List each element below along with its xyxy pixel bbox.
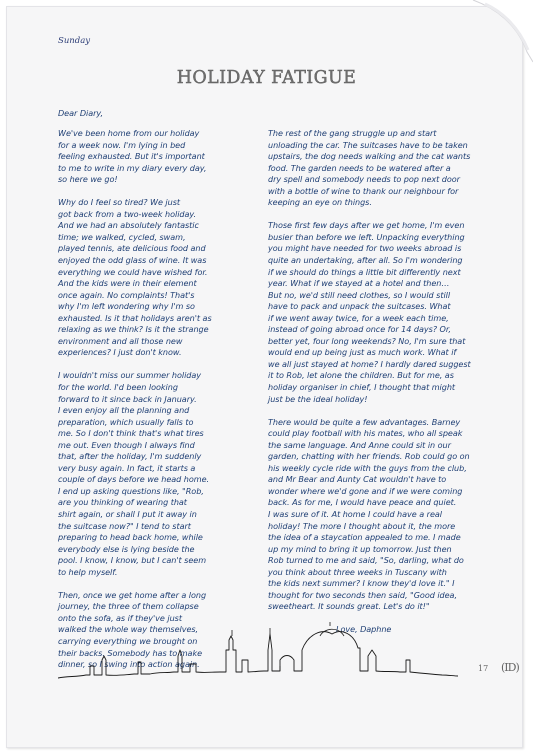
text-line: holiday! The more I thought about it, the more — [268, 520, 456, 531]
text-line: me. So I don't think that's what tires — [58, 428, 204, 439]
text-line: And we had an absolutely fantastic — [58, 220, 199, 231]
text-line: have to pack and unpack the suitcases. What — [268, 301, 451, 312]
text-line: for the world. I'd been looking — [58, 381, 178, 392]
text-line: Then, once we get home after a long — [58, 589, 207, 600]
text-line: so here we go! — [58, 174, 118, 185]
text-line: The rest of the gang struggle up and start — [268, 128, 437, 138]
text-line: shirt again, or shall I put it away in — [58, 509, 197, 519]
text-line: year. What if we stayed at a hotel and then… — [268, 278, 450, 289]
text-line: garden, chatting with her friends. Rob could go on — [268, 451, 470, 462]
paragraph — [58, 128, 258, 186]
text-line: dry spell and somebody needs to pop next door — [268, 174, 460, 185]
text-line: I even enjoy all the planning and — [58, 405, 190, 416]
text-line: me out. Even though I always find — [58, 439, 195, 450]
text-line: forward to it since back in January. — [58, 393, 197, 404]
text-line: the idea of a staycation appealed to me. I made — [268, 532, 461, 543]
text-line: time; we walked, cycled, swam, — [58, 231, 186, 242]
text-line: exhausted. Is it that holidays aren't as — [58, 312, 212, 323]
text-line: instead of going abroad once for 14 days? Or, — [268, 324, 451, 335]
text-line: would end up being just as much work. What if — [268, 347, 457, 358]
text-line: We've been home from our holiday — [58, 128, 200, 139]
text-line: enjoyed the odd glass of wine. It was — [58, 255, 207, 266]
right-column — [268, 128, 483, 636]
text-line: preparation, which usually falls to — [58, 416, 194, 427]
salutation: Dear Diary, — [58, 108, 104, 118]
paragraph — [58, 370, 258, 578]
text-line: experiences? I just don't know. — [58, 347, 182, 358]
publisher-logo: (ID) — [501, 661, 519, 674]
text-line: played tennis, ate delicious food and — [58, 243, 206, 254]
text-line: up my mind to bring it up tomorrow. Just then — [268, 543, 452, 554]
text-line: why I'm left wondering why I'm so — [58, 301, 195, 312]
text-line: pool. I know, I know, but I can't seem — [58, 555, 207, 566]
paragraph — [268, 220, 483, 405]
text-line: And the kids were in their element — [58, 278, 197, 289]
text-line: I was sure of it. At home I could have a real — [268, 508, 442, 519]
page-title: HOLIDAY FATIGUE — [176, 68, 357, 88]
paragraph — [268, 417, 483, 613]
text-line: back. As for me, I would have peace and quiet. — [268, 497, 457, 508]
text-line: everything we could have wished for. — [58, 266, 208, 277]
text-line: to help myself. — [58, 566, 118, 577]
text-line: food. The garden needs to be watered after a — [268, 162, 451, 173]
text-line: holiday organiser in chief, I thought that might — [268, 381, 456, 392]
text-line: But no, we'd still need clothes, so I would still — [268, 289, 451, 300]
text-line: There would be quite a few advantages. Barney — [268, 416, 461, 427]
text-line: Rob turned to me and said, "So, darling, what do — [268, 555, 464, 566]
text-line: relaxing as we think? Is it the strange — [58, 324, 209, 335]
city-skyline-illustration — [58, 620, 458, 682]
text-line: and Mr Bear and Aunty Cat wouldn't have to — [268, 474, 447, 485]
signoff: Love, Daphne — [336, 624, 392, 635]
paragraph — [58, 197, 258, 359]
text-line: Those first few days after we get home, I'm even — [268, 220, 465, 231]
text-line: you think about three weeks in Tuscany with — [268, 566, 447, 577]
text-line: couple of days before we head home. — [58, 474, 210, 485]
page-number: 17 — [478, 664, 489, 673]
text-line: we all just stayed at home? I hardly dared suggest — [268, 358, 471, 369]
page-curl-graphic — [433, 0, 533, 70]
text-line: once again. No complaints! That's — [58, 289, 195, 300]
text-line: I end up asking questions like, "Rob, — [58, 485, 204, 496]
text-line: I wouldn't miss our summer holiday — [58, 370, 202, 381]
text-line: thought for two seconds then said, "Good idea, — [268, 589, 457, 600]
text-line: walked the whole way themselves, — [58, 624, 199, 635]
text-line: with a bottle of wine to thank our neighbour for — [268, 185, 459, 196]
text-line: very busy again. In fact, it starts a — [58, 462, 196, 473]
text-line: if we should do things a little bit differently next — [268, 266, 461, 277]
text-line: got back from a two-week holiday. — [58, 208, 197, 219]
text-line: feeling exhausted. But it's important — [58, 151, 205, 162]
text-line: the suitcase now?" I tend to start — [58, 520, 191, 531]
text-line: the kids next summer? I know they'd love it." I — [268, 578, 455, 589]
text-line: sweetheart. It sounds great. Let's do it!" — [268, 601, 430, 612]
text-line: you might have needed for two weeks abroad is — [268, 243, 462, 254]
text-line: that, after the holiday, I'm suddenly — [58, 451, 202, 462]
left-column — [58, 108, 258, 682]
text-line: their backs. Somebody has to make — [58, 647, 203, 658]
text-line: busier than before we left. Unpacking everything — [268, 231, 465, 242]
text-line: his weekly cycle ride with the guys from the club, — [268, 462, 467, 473]
text-line: could play football with his mates, who all speak — [268, 428, 463, 439]
text-line: the same language. And Anne could sit in our — [268, 439, 451, 450]
text-line: unloading the car. The suitcases have to be taken — [268, 139, 468, 150]
text-line: just be the ideal holiday! — [268, 393, 368, 404]
text-line: onto the sofa, as if they've just — [58, 612, 182, 623]
paragraph — [268, 128, 483, 209]
text-line: preparing to head back home, while — [58, 532, 203, 543]
text-line: to me to write in my diary every day, — [58, 162, 207, 173]
day-label: Sunday — [58, 36, 91, 46]
text-line: environment and all those new — [58, 335, 183, 346]
text-line: quite an undertaking, after all. So I'm wondering — [268, 254, 463, 265]
text-line: if we went away twice, for a week each time, — [268, 312, 449, 323]
text-line: Why do I feel so tired? We just — [58, 197, 180, 208]
text-line: everybody else is lying beside the — [58, 543, 195, 554]
text-line: keeping an eye on things. — [268, 197, 372, 208]
text-line: are you thinking of wearing that — [58, 497, 187, 508]
text-line: journey, the three of them collapse — [58, 601, 199, 612]
text-line: upstairs, the dog needs walking and the cat wants — [268, 151, 471, 162]
text-line: dinner, so I swing into action again. — [58, 659, 200, 670]
text-line: wonder where we'd gone and if we were coming — [268, 485, 463, 496]
text-line: it to Rob, let alone the children. But for me, as — [268, 370, 454, 381]
text-line: for a week now. I'm lying in bed — [58, 139, 186, 150]
text-line: carrying everything we brought on — [58, 635, 198, 646]
text-line: better yet, four long weekends? No, I'm sure that — [268, 335, 466, 346]
